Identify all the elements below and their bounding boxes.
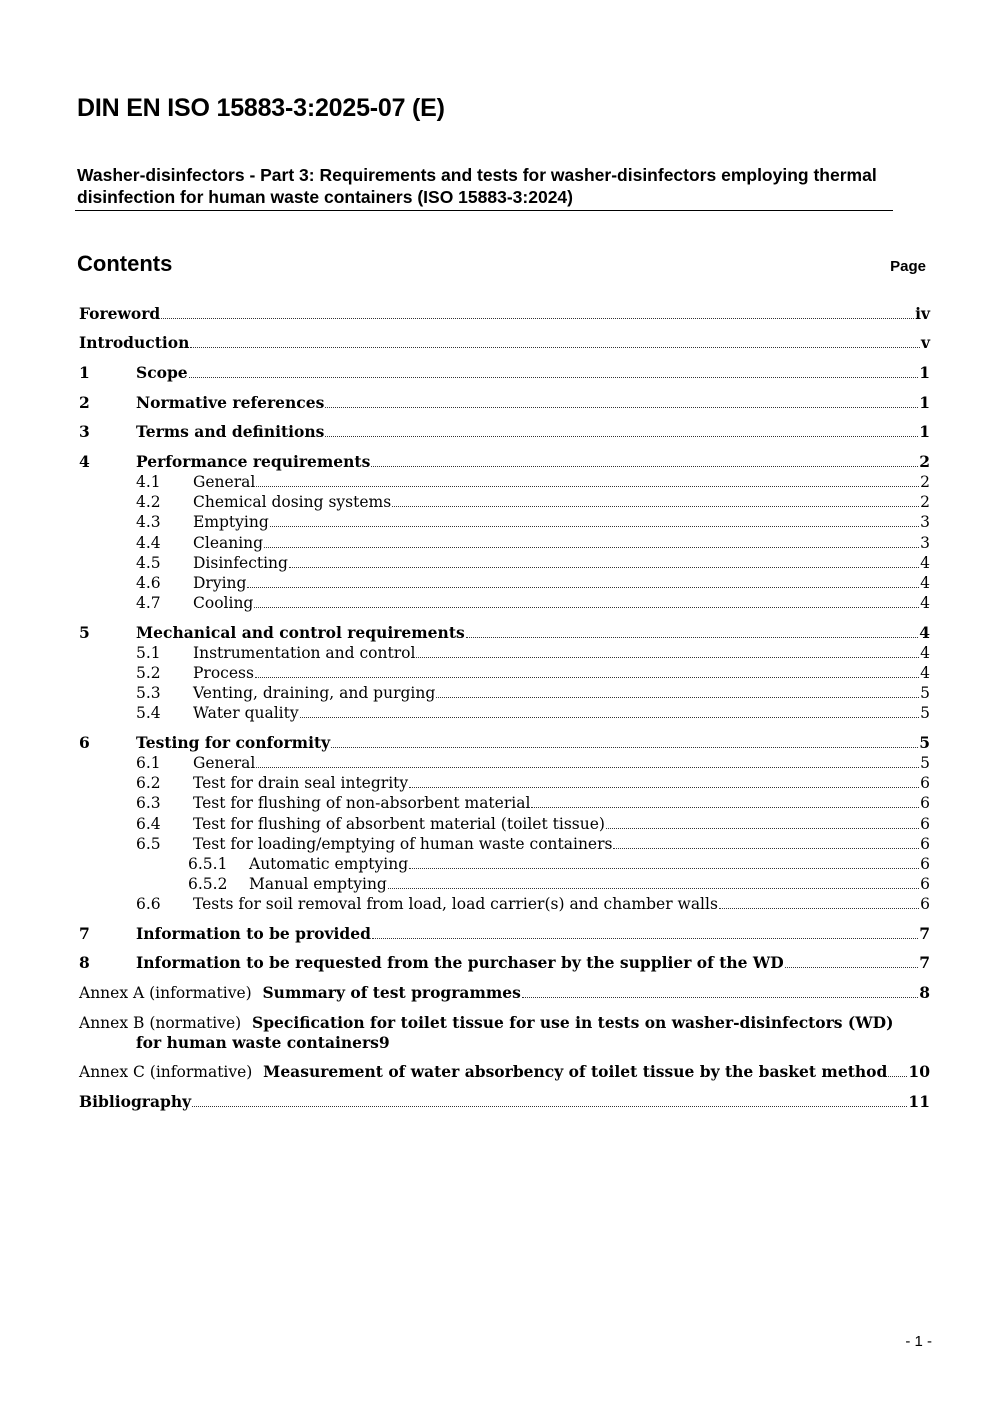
toc-entry[interactable]	[79, 472, 930, 494]
toc-entry-number: 5.1	[136, 644, 161, 662]
toc-entry-label: Measurement of water absorbency of toilet tissue by the basket method	[263, 1062, 888, 1081]
toc-entry-label: Scope	[136, 363, 188, 382]
toc-entry-label: Test for loading/emptying of human waste containers	[193, 835, 613, 853]
page-column-label: Page	[890, 258, 926, 275]
toc-entry-page: 9	[378, 1033, 390, 1052]
toc-entry-page: 1	[919, 422, 930, 441]
contents-heading: Contents	[77, 251, 173, 276]
toc-entry-page: 10	[908, 1062, 930, 1081]
toc-entry-number: 3	[79, 422, 90, 441]
toc-entry[interactable]	[79, 983, 930, 1005]
toc-entry-label: Emptying	[193, 513, 269, 531]
toc-annex-prefix: Annex C (informative)	[79, 1063, 253, 1081]
toc-entry-number: 6.1	[136, 754, 161, 772]
toc-entry-label: Information to be requested from the purchaser by the supplier of the WD	[136, 953, 784, 972]
toc-entry-label: Testing for conformity	[136, 733, 331, 752]
toc-dot-leader	[190, 347, 920, 348]
subtitle-underline-rule	[75, 210, 893, 211]
toc-entry[interactable]	[79, 953, 930, 975]
toc-entry-page: 4	[920, 664, 930, 682]
toc-entry-page: 2	[919, 452, 930, 471]
toc-entry-page: iv	[915, 304, 930, 323]
toc-entry-page: 7	[919, 953, 930, 972]
toc-entry-number: 4.3	[136, 513, 161, 531]
toc-annex-prefix: Annex A (informative)	[79, 984, 252, 1002]
toc-dot-leader	[371, 466, 918, 467]
toc-entry-label: General	[193, 473, 256, 491]
toc-dot-leader	[785, 967, 918, 968]
toc-entry-page: 5	[920, 754, 930, 772]
toc-entry-label: Automatic emptying	[249, 855, 409, 873]
toc-entry[interactable]	[79, 753, 930, 775]
toc-dot-leader	[409, 787, 919, 788]
toc-entry[interactable]	[79, 553, 930, 575]
toc-dot-leader	[531, 807, 919, 808]
toc-entry-page: 4	[920, 594, 930, 612]
toc-entry[interactable]	[79, 703, 930, 725]
toc-entry-page: 6	[920, 875, 930, 893]
toc-entry-number: 6.5.1	[188, 855, 228, 873]
toc-entry-label: Test for drain seal integrity	[193, 774, 409, 792]
toc-entry[interactable]	[79, 512, 930, 534]
toc-entry-number: 6.3	[136, 794, 161, 812]
page-number: - 1 -	[905, 1333, 932, 1350]
toc-entry-page: 7	[919, 924, 930, 943]
toc-entry-page: 2	[920, 493, 930, 511]
toc-dot-leader	[192, 1106, 907, 1107]
toc-entry-number: 5.2	[136, 664, 161, 682]
toc-entry-label: Normative references	[136, 393, 325, 412]
toc-entry-number: 6.5.2	[188, 875, 228, 893]
toc-dot-leader	[270, 526, 919, 527]
toc-entry-label: Mechanical and control requirements	[136, 623, 465, 642]
toc-entry-number: 6.5	[136, 835, 161, 853]
toc-entry-page: 6	[920, 774, 930, 792]
document-title: DIN EN ISO 15883-3:2025-07 (E)	[77, 94, 445, 122]
toc-entry-page: 2	[920, 473, 930, 491]
toc-entry-label: Test for flushing of absorbent material (toilet tissue)	[193, 815, 605, 833]
toc-entry-number: 4	[79, 452, 90, 471]
toc-entry-continuation[interactable]	[79, 1033, 930, 1055]
toc-dot-leader	[325, 436, 918, 437]
toc-entry[interactable]	[79, 894, 930, 916]
toc-entry-label: Performance requirements	[136, 452, 371, 471]
toc-entry-page: 6	[920, 855, 930, 873]
toc-entry-page: 8	[919, 983, 930, 1002]
toc-entry-label: General	[193, 754, 256, 772]
toc-dot-leader	[325, 407, 918, 408]
toc-dot-leader	[392, 506, 919, 507]
toc-entry-page: 11	[908, 1092, 930, 1111]
toc-entry[interactable]	[79, 363, 930, 385]
toc-dot-leader	[388, 888, 919, 889]
toc-dot-leader	[331, 747, 918, 748]
toc-entry-label: Information to be provided	[136, 924, 371, 943]
toc-entry-number: 4.1	[136, 473, 161, 491]
toc-dot-leader	[289, 567, 919, 568]
toc-dot-leader	[416, 657, 919, 658]
toc-dot-leader	[719, 908, 919, 909]
toc-entry-page: 6	[920, 895, 930, 913]
toc-entry[interactable]	[79, 333, 930, 355]
toc-entry[interactable]	[79, 924, 930, 946]
toc-entry-label: Introduction	[79, 333, 190, 352]
toc-dot-leader	[189, 377, 919, 378]
toc-entry[interactable]	[79, 1062, 930, 1084]
toc-entry-label: Process	[193, 664, 254, 682]
toc-entry[interactable]	[79, 834, 930, 856]
toc-entry-page: 3	[920, 534, 930, 552]
toc-entry-label: Tests for soil removal from load, load carrier(s) and chamber walls	[193, 895, 718, 913]
toc-entry-page: 6	[920, 794, 930, 812]
toc-entry[interactable]	[79, 593, 930, 615]
toc-dot-leader	[522, 997, 918, 998]
toc-entry-label: Disinfecting	[193, 554, 288, 572]
toc-dot-leader	[161, 318, 914, 319]
toc-dot-leader	[254, 607, 919, 608]
toc-dot-leader	[256, 486, 919, 487]
toc-entry-page: 4	[920, 554, 930, 572]
toc-dot-leader	[264, 547, 919, 548]
toc-entry[interactable]	[79, 814, 930, 836]
toc-entry[interactable]	[79, 422, 930, 444]
toc-entry-number: 5	[79, 623, 90, 642]
toc-dot-leader	[888, 1076, 907, 1077]
toc-dot-leader	[255, 677, 919, 678]
toc-entry[interactable]	[79, 733, 930, 755]
toc-entry-page: 5	[919, 733, 930, 752]
toc-entry-number: 2	[79, 393, 90, 412]
toc-annex-prefix: Annex B (normative)	[79, 1014, 242, 1032]
toc-dot-leader	[606, 828, 919, 829]
toc-entry-label: Cooling	[193, 594, 254, 612]
toc-entry[interactable]	[79, 773, 930, 795]
toc-entry-label: Bibliography	[79, 1092, 192, 1111]
toc-entry-label: Chemical dosing systems	[193, 493, 392, 511]
toc-entry[interactable]	[79, 643, 930, 665]
toc-entry[interactable]	[79, 304, 930, 326]
toc-entry-page: 5	[920, 704, 930, 722]
toc-entry-page: 6	[920, 815, 930, 833]
toc-entry[interactable]	[79, 793, 930, 815]
toc-entry-number: 6.6	[136, 895, 161, 913]
toc-dot-leader	[613, 848, 919, 849]
toc-entry-label: Instrumentation and control	[193, 644, 416, 662]
toc-dot-leader	[300, 717, 920, 718]
toc-entry-label: Foreword	[79, 304, 161, 323]
toc-entry[interactable]	[79, 533, 930, 555]
toc-entry-number: 4.7	[136, 594, 161, 612]
toc-entry-number: 7	[79, 924, 90, 943]
toc-dot-leader	[256, 767, 919, 768]
toc-entry-number: 4.6	[136, 574, 161, 592]
toc-entry-number: 4.4	[136, 534, 161, 552]
toc-entry-number: 6	[79, 733, 90, 752]
document-subtitle: Washer-disinfectors - Part 3: Requirements and tests for washer-disinfectors employing thermal disinfection for human waste containers (ISO 15883-3:2024)	[77, 165, 877, 207]
toc-entry[interactable]	[79, 663, 930, 685]
toc-entry-page: 4	[919, 623, 930, 642]
toc-entry-label: Terms and definitions	[136, 422, 325, 441]
toc-entry-number: 5.4	[136, 704, 161, 722]
toc-entry[interactable]	[79, 492, 930, 514]
toc-entry[interactable]	[79, 683, 930, 705]
toc-entry[interactable]	[79, 452, 930, 474]
toc-entry-label: Drying	[193, 574, 247, 592]
toc-entry-number: 4.2	[136, 493, 161, 511]
toc-entry-number: 8	[79, 953, 90, 972]
toc-entry-label: Water quality	[193, 704, 299, 722]
toc-entry-label: Test for flushing of non-absorbent material	[193, 794, 531, 812]
toc-entry-number: 1	[79, 363, 90, 382]
toc-entry-label: Summary of test programmes	[262, 983, 521, 1002]
toc-entry-page: 1	[919, 393, 930, 412]
toc-entry[interactable]	[79, 1092, 930, 1114]
toc-entry-page: 5	[920, 684, 930, 702]
toc-dot-leader	[466, 637, 919, 638]
toc-dot-leader	[409, 868, 919, 869]
toc-entry-number: 6.2	[136, 774, 161, 792]
toc-entry-page: 4	[920, 644, 930, 662]
toc-entry-label: Cleaning	[193, 534, 264, 552]
toc-entry-label: Venting, draining, and purging	[193, 684, 436, 702]
toc-dot-leader	[247, 587, 919, 588]
toc-entry-label: Manual emptying	[249, 875, 387, 893]
toc-entry[interactable]	[79, 854, 930, 876]
toc-entry[interactable]	[79, 393, 930, 415]
toc-entry-number: 6.4	[136, 815, 161, 833]
toc-entry-label: Specification for toilet tissue for use in tests on washer-disinfectors (WD)	[252, 1013, 894, 1032]
toc-entry-page: 4	[920, 574, 930, 592]
toc-entry[interactable]	[79, 573, 930, 595]
toc-entry-number: 4.5	[136, 554, 161, 572]
toc-entry-page: v	[920, 333, 930, 352]
toc-entry-page: 1	[919, 363, 930, 382]
toc-dot-leader	[436, 697, 919, 698]
toc-entry[interactable]	[79, 623, 930, 645]
toc-entry-page: 6	[920, 835, 930, 853]
toc-entry-label-continued: for human waste containers	[136, 1033, 379, 1052]
toc-entry-page: 3	[920, 513, 930, 531]
toc-entry[interactable]	[79, 874, 930, 896]
toc-entry[interactable]	[79, 1013, 930, 1035]
toc-entry-number: 5.3	[136, 684, 161, 702]
toc-dot-leader	[372, 938, 918, 939]
